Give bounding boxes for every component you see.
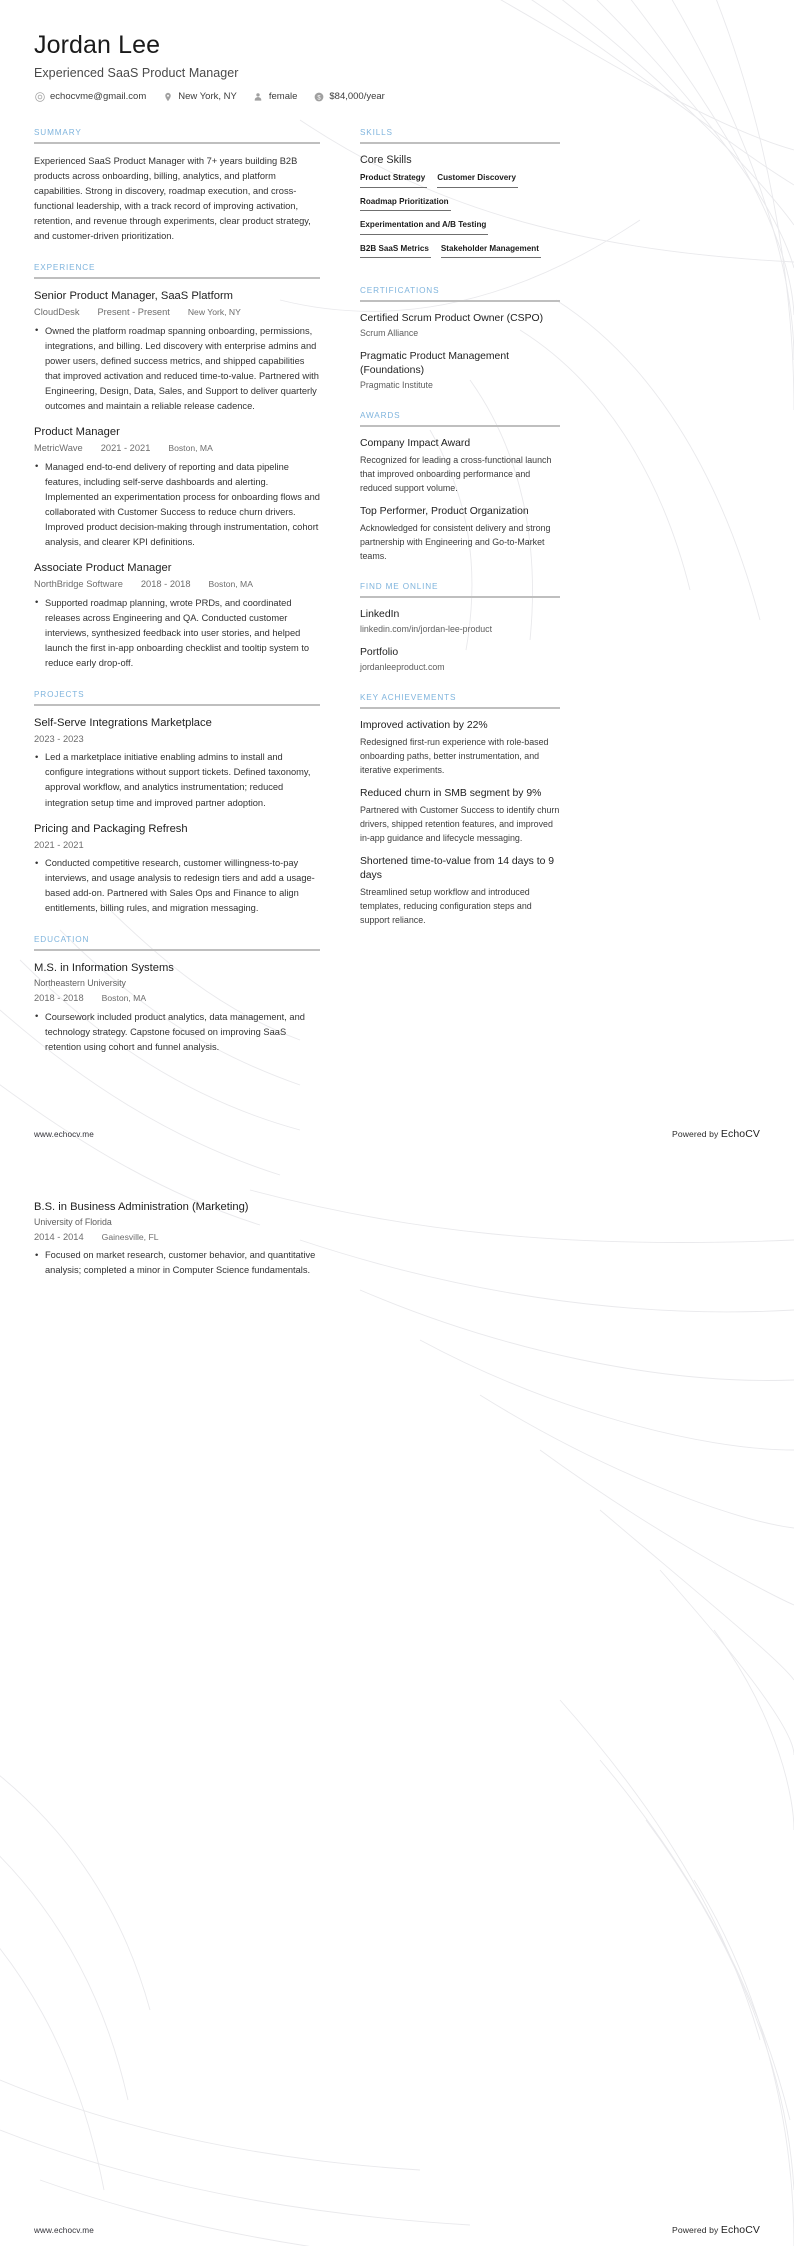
job-meta [34,442,320,455]
two-column-body [34,128,760,1074]
award-description: Recognized for leading a cross-functional launch that improved onboarding performance and reduced support volume. [360,454,552,493]
salary-icon [313,91,324,102]
job-meta [34,578,320,591]
education-location: Boston, MA [101,993,147,1004]
award-description: Acknowledged for consistent delivery and strong partnership with Engineering and Go-to-Market teams. [360,522,551,562]
project-title: Pricing and Packaging Refresh [34,822,188,835]
resume-header [34,30,760,102]
degree-title: B.S. in Business Administration (Marketing) [34,1201,249,1213]
section-rule [34,704,320,706]
footer-brand-name: EchoCV [720,2224,760,2236]
job-bullet: • Owned the platform roadmap spanning onboarding, permissions, integrations, and billing. Led discovery with enterprise admins and power users, defined success metrics, and shipped capabilities that improved activation and reduced time-to-value. Partnered with Engineering, Design, Data, Sales, and Support to deliver quarterly outcomes and maintain a reliable release cadence. [34,324,320,414]
page-1-footer [34,1128,760,1140]
skill-badge: Customer Discovery [437,173,518,188]
project-bullets [34,856,320,916]
section-skills [360,128,560,267]
contact-salary-text: $84,000/year [329,91,385,102]
section-education [34,935,320,1054]
job-title: Associate Product Manager [34,562,172,574]
skill-badge: B2B SaaS Metrics [360,244,431,259]
skill-badge-list [360,173,560,267]
education-bullet: • Focused on market research, customer behavior, and quantitative analysis; completed a minor in Computer Science fundamentals. [34,1248,320,1278]
job-company: NorthBridge Software [34,579,123,590]
section-find-me-online [360,582,560,674]
education-dates: 2014 - 2014 [34,1231,84,1242]
section-title-education: EDUCATION [34,935,90,945]
education-bullet: • Coursework included product analytics, data management, and technology strategy. Capstone focused on improving SaaS retention using cohort and funnel analysis. [34,1010,320,1055]
section-title-summary: SUMMARY [34,128,82,137]
svg-text:$: $ [317,94,321,101]
contact-location [162,91,237,102]
right-column [360,128,560,947]
achievement-title: Improved activation by 22% [360,719,488,731]
award-entry [360,505,560,563]
education-entry [34,1200,320,1278]
experience-entry [34,289,320,414]
left-column [34,128,320,1074]
skill-badge: Stakeholder Management [441,244,541,259]
section-projects [34,690,320,917]
section-awards [360,411,560,563]
section-rule [34,142,320,144]
contact-location-text: New York, NY [178,91,237,102]
online-profile-label: Portfolio [360,646,399,658]
project-entry [34,716,320,811]
job-dates: 2018 - 2018 [140,579,191,590]
education-bullets [34,1010,320,1055]
school-name: Northeastern University [34,978,126,989]
job-meta [34,306,320,319]
job-location: Boston, MA [208,579,253,590]
job-location: Boston, MA [168,443,213,454]
education-location: Gainesville, FL [101,1231,159,1242]
certification-entry [360,312,560,340]
contact-gender-text: female [268,91,298,102]
achievement-description: Redesigned first-run experience with role-based onboarding paths, better instrumentation, and iterative experiments. [360,736,549,775]
achievement-entry [360,855,560,927]
skill-badge: Experimentation and A/B Testing [360,220,488,235]
section-title-awards: AWARDS [360,410,401,420]
section-rule [360,142,560,144]
section-title-experience: EXPERIENCE [34,263,96,273]
achievement-description: Partnered with Customer Success to identify churn drivers, shipped retention features, and improved in-app guidance and lifecycle messaging. [360,805,560,844]
project-title: Self-Serve Integrations Marketplace [34,716,212,729]
degree-title: M.S. in Information Systems [34,962,174,975]
page-2-footer [34,2224,760,2236]
candidate-headline: Experienced SaaS Product Manager [34,66,239,80]
job-bullets [34,460,320,550]
section-title-certifications: CERTIFICATIONS [360,286,440,296]
project-meta [34,733,320,746]
achievement-title: Shortened time-to-value from 14 days to 9 days [360,856,555,882]
certification-issuer: Pragmatic Institute [360,379,433,390]
online-profile-label: LinkedIn [360,609,400,621]
certification-name: Pragmatic Product Management (Foundations) [360,350,510,376]
contact-gender [253,91,298,102]
section-experience [34,263,320,671]
job-title: Product Manager [34,426,120,439]
education-meta [34,992,320,1005]
section-rule [360,707,560,709]
section-summary [34,128,320,244]
section-rule [360,596,560,598]
online-profile-url[interactable]: jordanleeproduct.com [360,662,445,673]
job-company: CloudDesk [34,307,80,318]
project-bullet: • Conducted competitive research, customer willingness-to-pay interviews, and usage analysis to redesign tiers and add a usage-based add-on. Partnered with Sales Ops and Finance to align entitlements, billing rules, and migration messaging. [34,856,320,916]
job-dates: 2021 - 2021 [100,443,151,454]
achievement-entry [360,787,560,845]
school-name: University of Florida [34,1217,112,1228]
footer-powered-by [672,1128,760,1140]
section-rule [360,425,560,427]
contact-salary [313,91,384,102]
certification-issuer: Scrum Alliance [360,328,419,339]
project-bullet: • Led a marketplace initiative enabling admins to install and configure integrations without support tickets. Defined taxonomy, approval workflow, and analytics instrumentation; reduced integration setup time and improved partner adoption. [34,750,320,810]
project-entry [34,822,320,917]
footer-site-url[interactable]: www.echocv.me [34,2226,94,2235]
experience-entry [34,425,320,550]
skill-badge: Product Strategy [360,173,427,188]
experience-entry [34,561,320,671]
contact-email-text: echocvme@gmail.com [50,91,147,102]
contact-row [34,91,760,102]
section-rule [34,949,320,951]
job-bullet: • Supported roadmap planning, wrote PRDs, and coordinated releases across Engineering and QA. Conducted customer interviews, synthesized feedback into user stories, and helped launch the first in-app onboarding checklist and tooltip system to reduce early drop-off. [34,596,320,671]
email-icon [34,91,45,102]
job-title: Senior Product Manager, SaaS Platform [34,290,233,303]
page-2-body [34,1200,760,1280]
award-name: Top Performer, Product Organization [360,505,529,517]
education-meta [34,1231,320,1244]
job-dates: Present - Present [97,307,170,318]
education-dates: 2018 - 2018 [34,993,84,1004]
person-icon [253,91,264,102]
online-profile-url[interactable]: linkedin.com/in/jordan-lee-product [360,624,493,635]
location-pin-icon [162,91,173,102]
project-meta [34,839,320,852]
contact-email[interactable] [34,91,146,102]
online-profile-entry[interactable] [360,608,560,636]
summary-text: Experienced SaaS Product Manager with 7+ years building B2B products across onboarding, billing, analytics, and platform capabilities. Strong in discovery, roadmap execution, and cross-functional leadership, with a track record of improving activation, retention, and revenue through experiments, clear product strategy, and customer-driven prioritization. [34,156,311,242]
education-entry [34,961,320,1054]
achievement-entry [360,719,560,777]
project-dates: 2021 - 2021 [34,839,84,850]
job-bullets [34,324,320,414]
award-name: Company Impact Award [360,437,471,449]
footer-brand-name: EchoCV [720,1128,760,1140]
section-title-skills: SKILLS [360,128,393,137]
section-rule [360,300,560,302]
section-certifications [360,286,560,392]
job-location: New York, NY [187,307,241,318]
footer-powered-prefix: Powered by [672,1129,721,1139]
footer-powered-prefix: Powered by [672,2225,721,2235]
section-title-key-achievements: KEY ACHIEVEMENTS [360,692,457,702]
job-company: MetricWave [34,443,83,454]
achievement-description: Streamlined setup workflow and introduced templates, reducing configuration steps and support reliance. [360,887,532,926]
resume-page-2 [0,1160,794,2246]
skills-group-label: Core Skills [360,154,412,166]
education-bullets [34,1248,320,1278]
footer-site-url[interactable]: www.echocv.me [34,1130,94,1139]
section-key-achievements [360,693,560,928]
achievement-title: Reduced churn in SMB segment by 9% [360,788,542,799]
section-title-projects: PROJECTS [34,689,85,699]
left-column-continued [34,1200,320,1280]
award-entry [360,437,560,495]
project-dates: 2023 - 2023 [34,733,84,744]
footer-powered-by [672,2224,760,2236]
project-bullets [34,750,320,810]
job-bullet: • Managed end-to-end delivery of reporting and data pipeline features, including self-serve dashboards and alerting. Implemented an experimentation process for onboarding flows and collaborated with Customer Success to reduce churn drivers. Improved product decision-making through instrumentation, cohort analysis, and clearer KPI definitions. [34,460,320,550]
online-profile-entry[interactable] [360,646,560,674]
skill-badge: Roadmap Prioritization [360,197,451,212]
section-rule [34,277,320,279]
certification-name: Certified Scrum Product Owner (CSPO) [360,313,544,325]
job-bullets [34,596,320,671]
certification-entry [360,350,560,392]
candidate-name: Jordan Lee [34,31,161,59]
section-title-find-me-online: FIND ME ONLINE [360,582,439,592]
